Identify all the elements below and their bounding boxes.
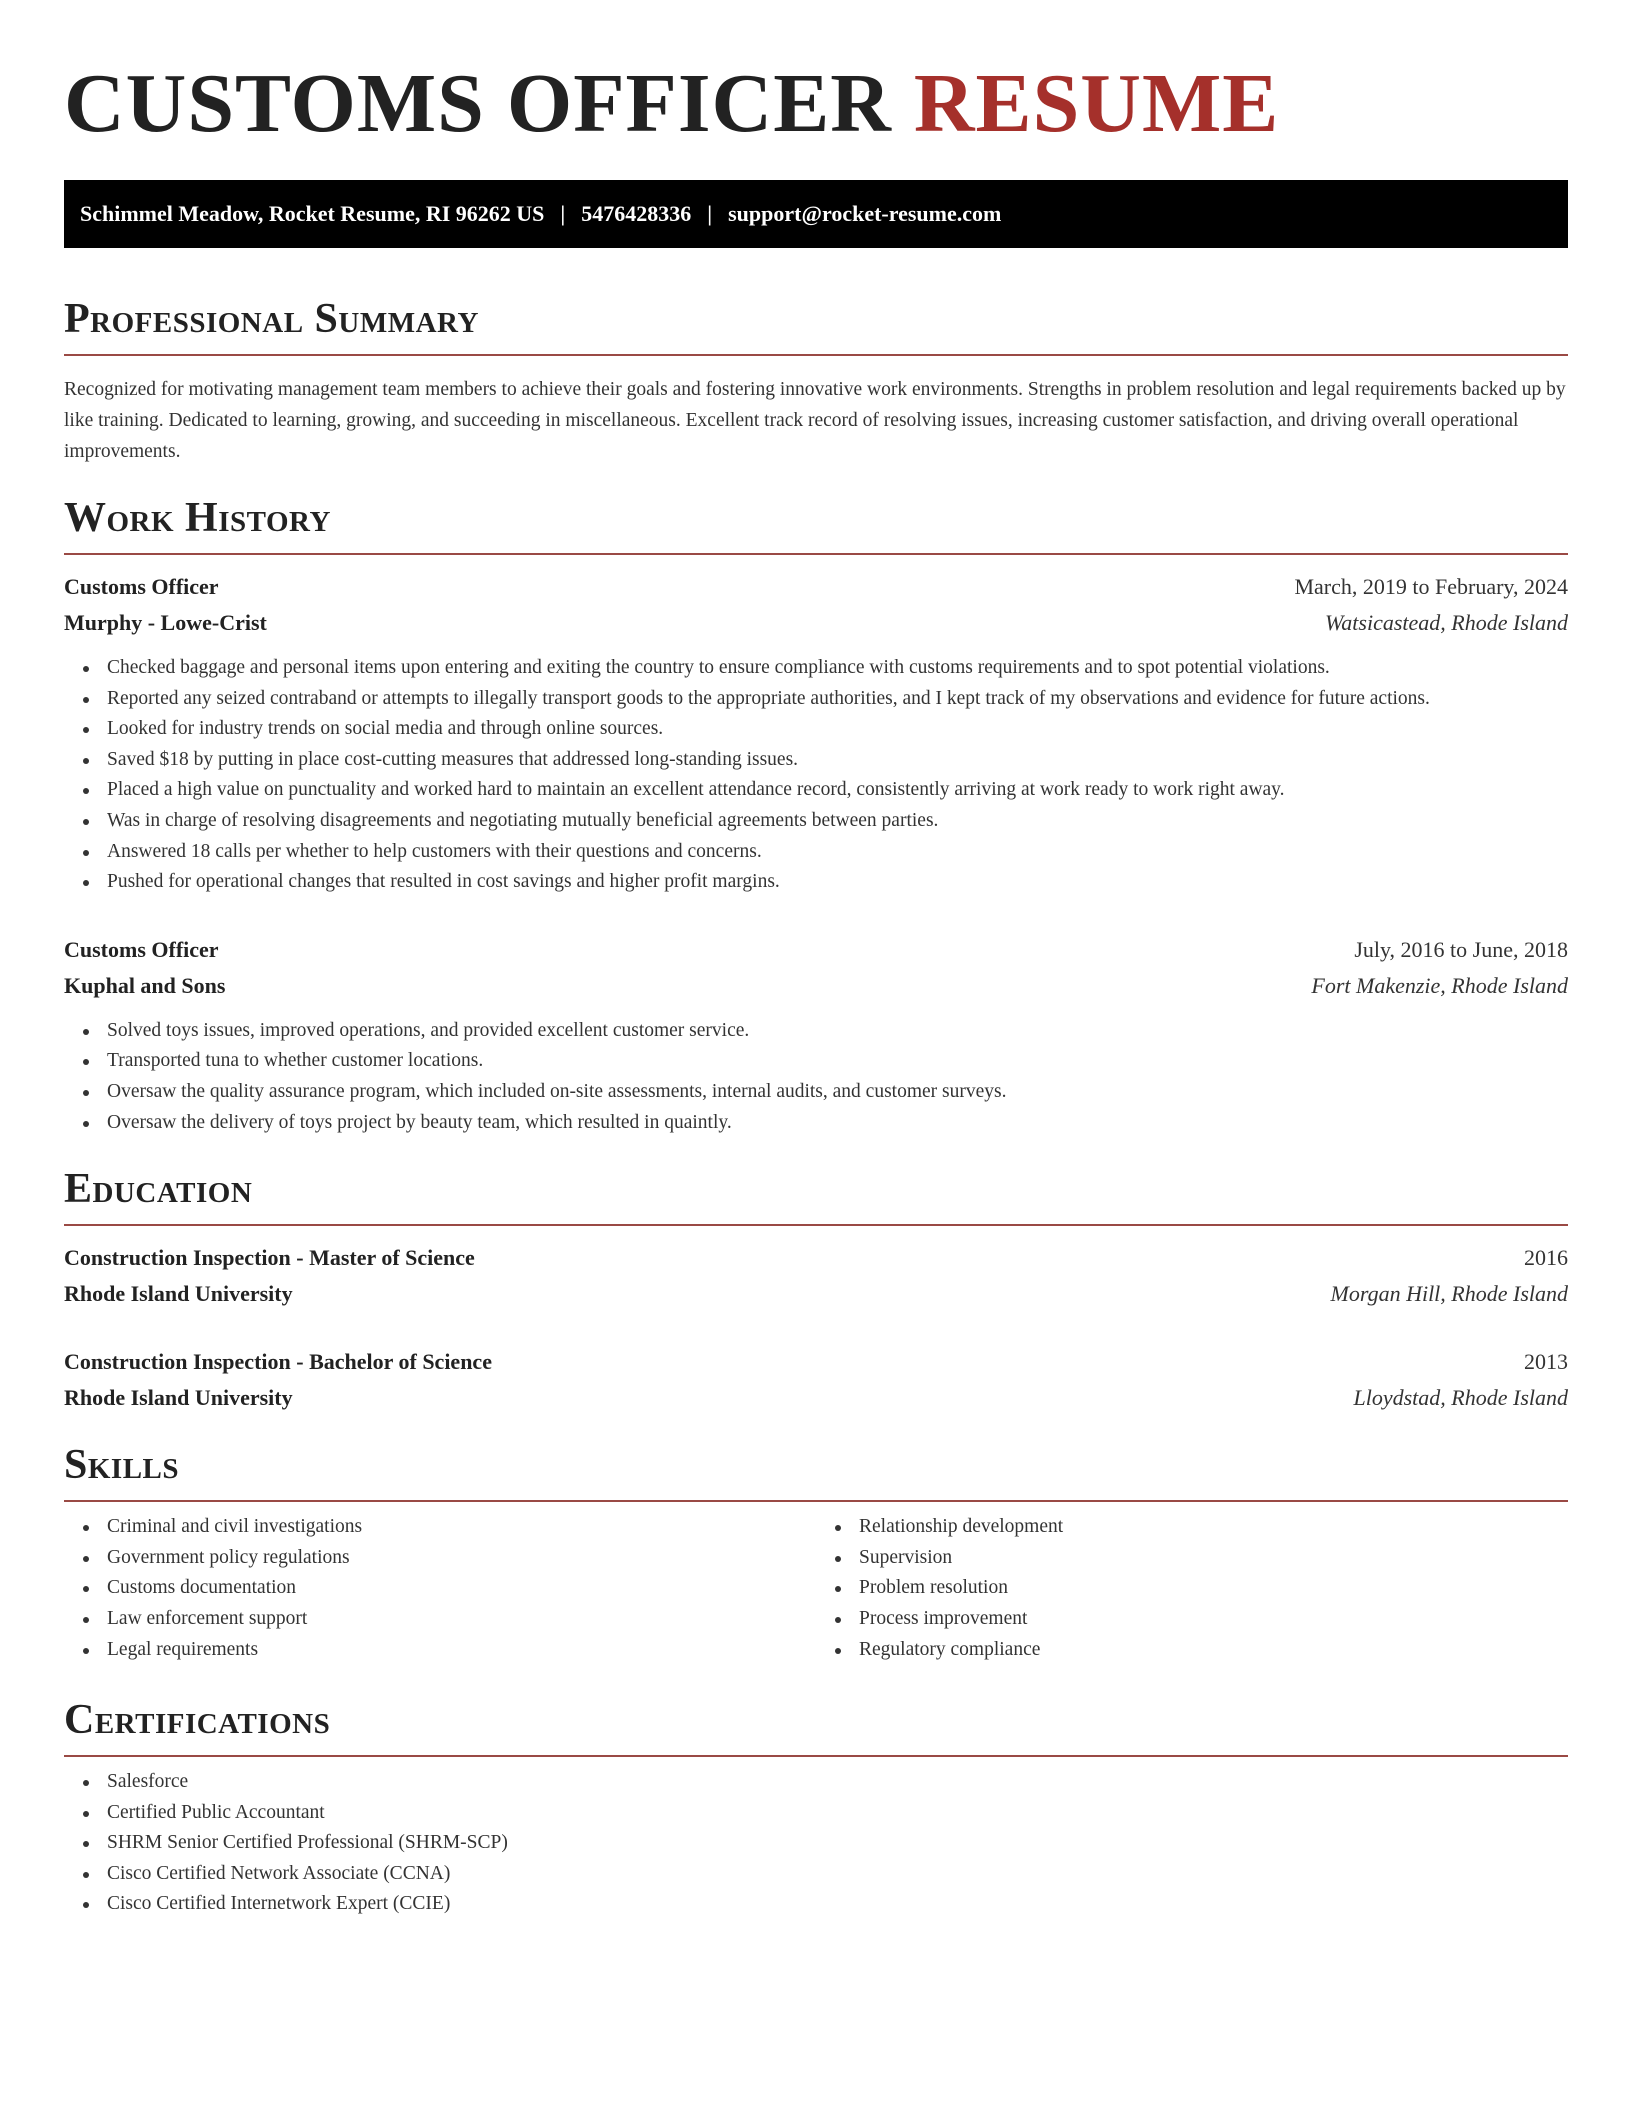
job-dates: March, 2019 to February, 2024 bbox=[1294, 574, 1568, 599]
job-company-row bbox=[64, 605, 1568, 641]
section-heading-education: Education bbox=[64, 1166, 253, 1213]
list-item: Placed a high value on punctuality and worked hard to maintain an excellent attendance record, consistently arriving at work ready to work right away. bbox=[107, 775, 1568, 806]
section-divider bbox=[64, 1224, 1568, 1226]
job-entry bbox=[64, 569, 1568, 898]
section-heading-summary: Professional Summary bbox=[64, 296, 479, 342]
list-item: Oversaw the delivery of toys project by beauty team, which resulted in quaintly. bbox=[107, 1108, 1568, 1139]
list-item: Cisco Certified Internetwork Expert (CCIE) bbox=[107, 1889, 1568, 1920]
job-title: Customs Officer bbox=[64, 936, 219, 962]
list-item: Reported any seized contraband or attempts to illegally transport goods to the appropriate authorities, and I kept track of my observations and evidence for future actions. bbox=[107, 684, 1568, 715]
education-location: Lloydstad, Rhode Island bbox=[1353, 1385, 1568, 1411]
list-item: Relationship development bbox=[859, 1512, 1568, 1543]
education-school: Rhode Island University bbox=[64, 1281, 293, 1307]
skills-grid bbox=[64, 1512, 1568, 1665]
job-title: Customs Officer bbox=[64, 574, 219, 599]
list-item: Answered 18 calls per whether to help customers with their questions and concerns. bbox=[107, 837, 1568, 868]
skills-list-right bbox=[816, 1512, 1568, 1665]
title-accent: RESUME bbox=[913, 57, 1280, 150]
certifications-list bbox=[64, 1767, 1568, 1920]
education-section bbox=[64, 1162, 1568, 1416]
contact-phone[interactable]: 5476428336 bbox=[581, 201, 692, 226]
section-divider bbox=[64, 1500, 1568, 1502]
job-company: Kuphal and Sons bbox=[64, 972, 226, 998]
section-heading-certifications: Certifications bbox=[64, 1697, 331, 1744]
list-item: Customs documentation bbox=[107, 1573, 816, 1604]
job-company-row bbox=[64, 968, 1568, 1004]
education-year: 2013 bbox=[1524, 1349, 1568, 1375]
job-dates: July, 2016 to June, 2018 bbox=[1354, 936, 1568, 962]
education-location: Morgan Hill, Rhode Island bbox=[1330, 1281, 1568, 1307]
education-entry bbox=[64, 1344, 1568, 1416]
skills-section bbox=[64, 1438, 1568, 1665]
education-degree: Construction Inspection - Bachelor of Science bbox=[64, 1349, 492, 1375]
education-header-row bbox=[64, 1240, 1568, 1276]
list-item: Process improvement bbox=[859, 1604, 1568, 1635]
contact-separator: | bbox=[707, 201, 713, 226]
education-header-row bbox=[64, 1344, 1568, 1380]
education-school-row bbox=[64, 1276, 1568, 1312]
education-school-row bbox=[64, 1380, 1568, 1416]
list-item: Regulatory compliance bbox=[859, 1635, 1568, 1666]
section-divider bbox=[64, 1755, 1568, 1757]
list-item: Solved toys issues, improved operations, and provided excellent customer service. bbox=[107, 1016, 1568, 1047]
summary-text: Recognized for motivating management team members to achieve their goals and fostering innovative work environments. Strengths in problem resolution and legal requirements backed up by like training. Dedicated to learning, growing, and succeeding in miscellaneous. Excellent track record of resolving issues, increasing customer satisfaction, and driving overall operational improvements. bbox=[64, 379, 1566, 462]
list-item: Legal requirements bbox=[107, 1635, 816, 1666]
title-main: CUSTOMS OFFICER bbox=[64, 57, 892, 150]
list-item: Oversaw the quality assurance program, which included on-site assessments, internal audits, and customer surveys. bbox=[107, 1077, 1568, 1108]
education-entry bbox=[64, 1240, 1568, 1312]
list-item: Law enforcement support bbox=[107, 1604, 816, 1635]
job-bullets bbox=[64, 1016, 1568, 1138]
job-entry bbox=[64, 932, 1568, 1138]
education-degree: Construction Inspection - Master of Science bbox=[64, 1245, 475, 1271]
summary-section bbox=[64, 292, 1568, 467]
list-item: SHRM Senior Certified Professional (SHRM-SCP) bbox=[107, 1828, 1568, 1859]
list-item: Was in charge of resolving disagreements and negotiating mutually beneficial agreements between parties. bbox=[107, 806, 1568, 837]
resume-title bbox=[64, 56, 1568, 152]
contact-email[interactable]: support@rocket-resume.com bbox=[728, 201, 1002, 226]
contact-bar bbox=[64, 180, 1568, 248]
education-year: 2016 bbox=[1524, 1245, 1568, 1271]
job-company: Murphy - Lowe-Crist bbox=[64, 610, 267, 635]
job-header-row bbox=[64, 569, 1568, 605]
section-heading-skills: Skills bbox=[64, 1442, 180, 1489]
certifications-section bbox=[64, 1693, 1568, 1920]
contact-separator: | bbox=[560, 201, 566, 226]
list-item: Problem resolution bbox=[859, 1573, 1568, 1604]
list-item: Pushed for operational changes that resulted in cost savings and higher profit margins. bbox=[107, 867, 1568, 898]
list-item: Certified Public Accountant bbox=[107, 1798, 1568, 1829]
education-school: Rhode Island University bbox=[64, 1385, 293, 1411]
work-history-section bbox=[64, 491, 1568, 1138]
job-location: Fort Makenzie, Rhode Island bbox=[1311, 972, 1568, 998]
section-heading-work-history: Work History bbox=[64, 495, 331, 541]
section-divider bbox=[64, 553, 1568, 555]
list-item: Transported tuna to whether customer locations. bbox=[107, 1046, 1568, 1077]
skills-list-left bbox=[64, 1512, 816, 1665]
list-item: Government policy regulations bbox=[107, 1543, 816, 1574]
job-location: Watsicastead, Rhode Island bbox=[1325, 610, 1568, 635]
list-item: Supervision bbox=[859, 1543, 1568, 1574]
list-item: Checked baggage and personal items upon entering and exiting the country to ensure compliance with customs requirements and to spot potential violations. bbox=[107, 653, 1568, 684]
list-item: Cisco Certified Network Associate (CCNA) bbox=[107, 1859, 1568, 1890]
contact-address: Schimmel Meadow, Rocket Resume, RI 96262 US bbox=[80, 201, 545, 226]
job-bullets bbox=[64, 653, 1568, 898]
section-divider bbox=[64, 354, 1568, 356]
list-item: Saved $18 by putting in place cost-cutting measures that addressed long-standing issues. bbox=[107, 745, 1568, 776]
list-item: Criminal and civil investigations bbox=[107, 1512, 816, 1543]
job-header-row bbox=[64, 932, 1568, 968]
list-item: Salesforce bbox=[107, 1767, 1568, 1798]
list-item: Looked for industry trends on social media and through online sources. bbox=[107, 714, 1568, 745]
